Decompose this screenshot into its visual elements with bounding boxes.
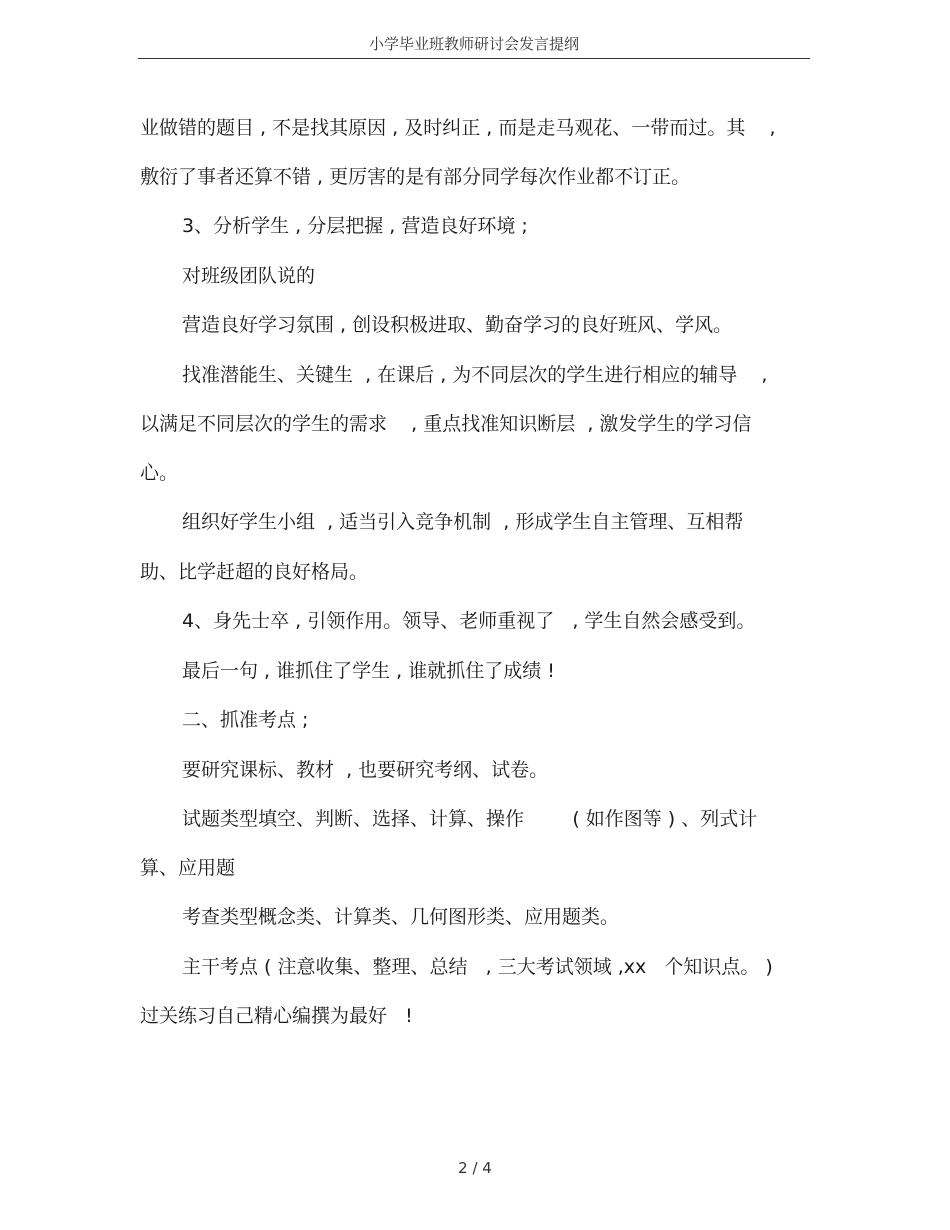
document-title: 小学毕业班教师研讨会发言提纲	[368, 35, 579, 53]
text-line: 算、应用题	[140, 857, 236, 879]
page-number: 2 / 4	[458, 1159, 492, 1177]
text-line: 试题类型填空、判断、选择、计算、操作 ( 如作图等 ) 、列式计	[182, 808, 758, 830]
page-header	[138, 30, 810, 59]
text-line: 对班级团队说的	[182, 265, 316, 287]
text-line: 考查类型概念类、计算类、几何图形类、应用题类。	[182, 906, 620, 928]
text-line: 3、分析学生 , 分层把握 , 营造良好环境 ;	[182, 215, 528, 237]
text-line: 要研究课标、教材 , 也要研究考纲、试卷。	[182, 759, 549, 781]
text-line: 找准潜能生、关键生 , 在课后 , 为不同层次的学生进行相应的辅导 ,	[182, 364, 768, 386]
text-line: 心。	[140, 462, 179, 484]
text-line: 主干考点 ( 注意收集、整理、总结 , 三大考试领域 ,xx 个知识点。 )	[182, 956, 773, 978]
text-line: 以满足不同层次的学生的需求 , 重点找准知识断层 , 激发学生的学习信	[140, 413, 752, 435]
text-line: 组织好学生小组 , 适当引入竞争机制 , 形成学生自主管理、互相帮	[182, 511, 744, 533]
text-line: 过关练习自己精心编撰为最好 !	[140, 1005, 413, 1027]
text-line: 4、身先士卒 , 引领作用。领导、老师重视了 , 学生自然会感受到。	[182, 610, 756, 632]
text-line: 敷衍了事者还算不错 , 更厉害的是有部分同学每次作业都不订正。	[140, 166, 691, 188]
text-line: 二、抓准考点 ;	[182, 709, 309, 731]
text-line: 最后一句 , 谁抓住了学生 , 谁就抓住了成绩 !	[182, 660, 555, 682]
text-line: 助、比学赶超的良好格局。	[140, 561, 369, 583]
text-line: 营造良好学习氛围 , 创设积极进取、勤奋学习的良好班风、学风。	[182, 314, 733, 336]
text-line: 业做错的题目 , 不是找其原因 , 及时纠正 , 而是走马观花、一带而过。其 ,	[140, 117, 776, 139]
